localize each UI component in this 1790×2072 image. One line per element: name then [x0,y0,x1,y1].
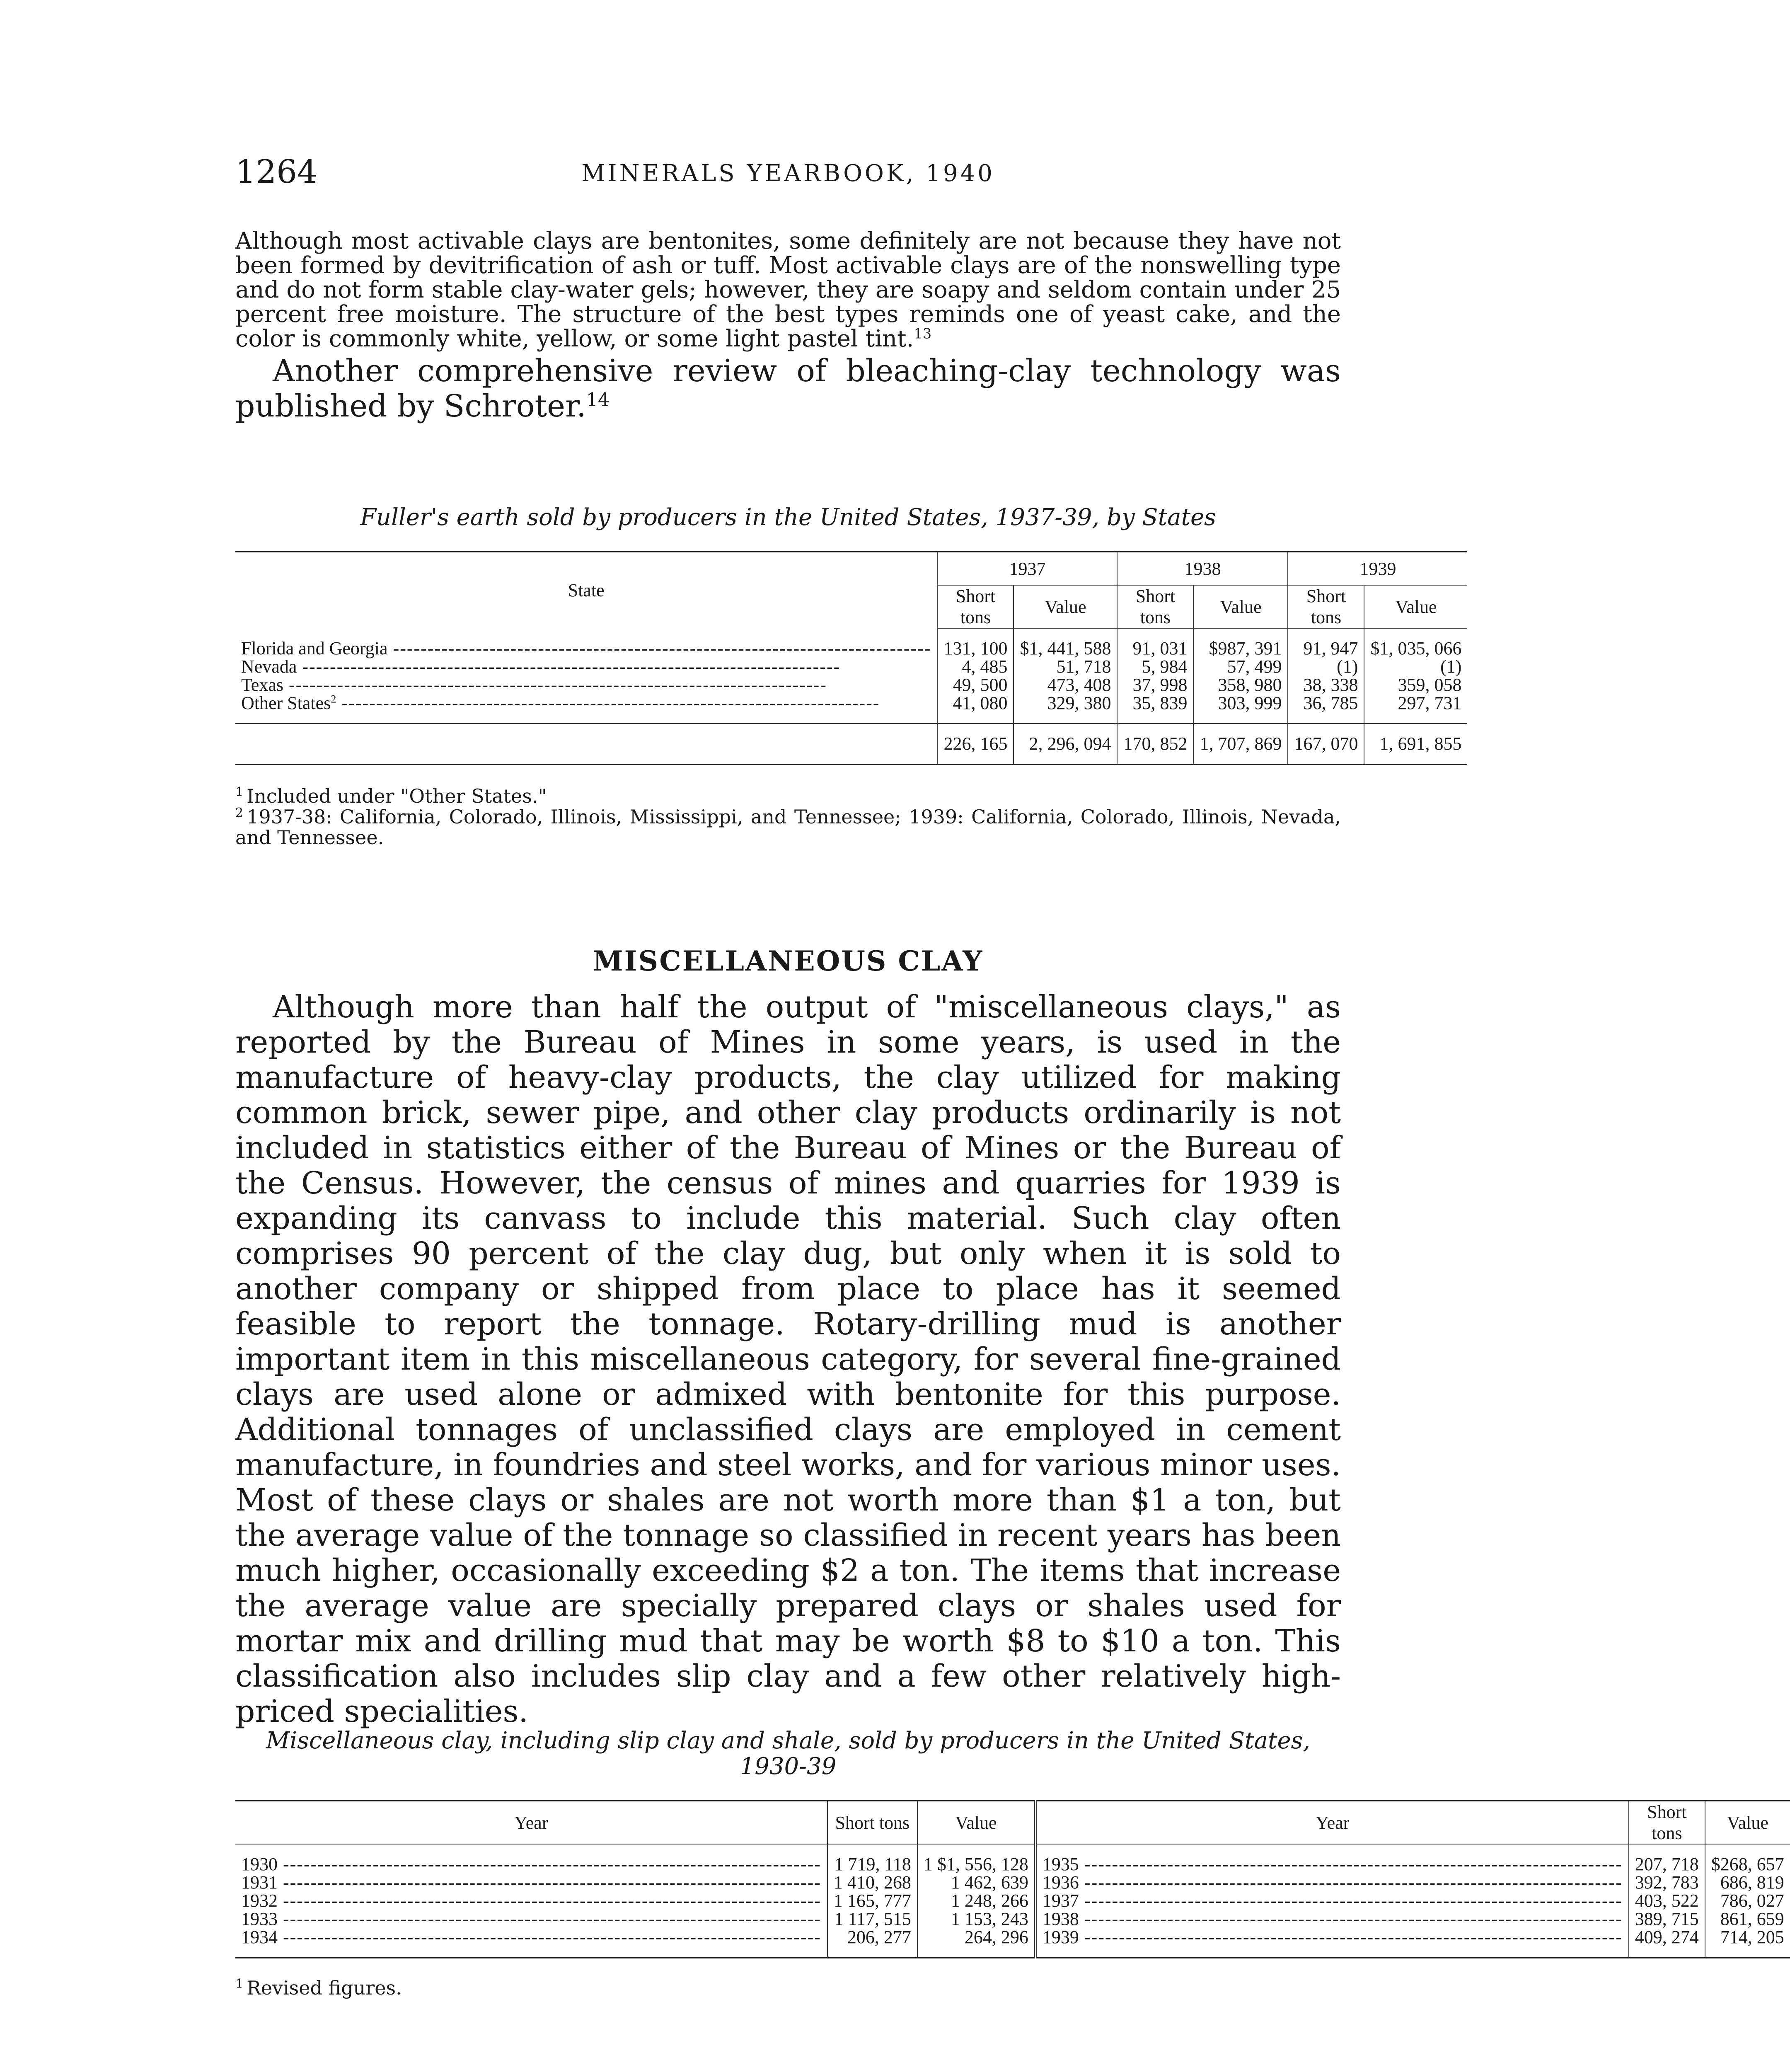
year-header: Year [235,1801,827,1844]
cell-value: 409, 274 [1629,1928,1705,1958]
cell-value: 686, 819 [1705,1874,1790,1892]
cell-value: 57, 499 [1193,658,1288,676]
footnote: $^1$ Included under "Other States." [235,784,547,807]
total-value: 170, 852 [1117,724,1193,765]
table1-footnotes [235,786,1341,848]
value-header: Value [1364,585,1467,628]
state-name: Nevada ----- [235,658,937,676]
year-header-1937: 1937 [937,552,1117,586]
state-name: Texas ----- [235,676,937,694]
state-name: Florida and Georgia ----- [235,628,937,658]
page-number: 1264 [235,153,318,191]
cell-value: 36, 785 [1288,694,1364,724]
year-cell: 1935 ----- [1035,1844,1629,1874]
cell-value: 1 165, 777 [827,1892,917,1910]
short-tons-header: Short tons [937,585,1014,628]
table-row [235,1874,1790,1892]
review-paragraph: Another comprehensive review of bleaching-clay technology was published by Schroter.$^{14}$ [235,353,1341,424]
table-row [235,1844,1790,1874]
section-heading: MISCELLANEOUS CLAY [593,945,984,977]
cell-value: 5, 984 [1117,658,1193,676]
short-tons-header: Short tons [1629,1801,1705,1844]
cell-value: 1 719, 118 [827,1844,917,1874]
fullers-earth-table [235,551,1467,769]
year-header: Year [1035,1801,1629,1844]
cell-value: 1 117, 515 [827,1910,917,1928]
value-header: Value [917,1801,1035,1844]
footnote-ref-14: 14 [586,389,610,411]
cell-value: 1 462, 639 [917,1874,1035,1892]
value-header: Value [1014,585,1117,628]
year-cell: 1936 ----- [1035,1874,1629,1892]
year-cell: 1938 ----- [1035,1910,1629,1928]
short-tons-header: Short tons [1117,585,1193,628]
footnote: $^2$ 1937-38: California, Colorado, Illinois, Mississippi, and Tennessee; 1939: California, Colorado, Illinois, Nevada, and Tennessee. [235,805,1341,849]
cell-value: 49, 500 [937,676,1014,694]
cell-value: 1 248, 266 [917,1892,1035,1910]
value-header: Value [1193,585,1288,628]
cell-value: 207, 718 [1629,1844,1705,1874]
table1-caption: Fuller's earth sold by producers in the United States, 1937-39, by States [360,504,1216,531]
cell-value: 297, 731 [1364,694,1467,724]
cell-value: 403, 522 [1629,1892,1705,1910]
year-cell: 1931 ----- [235,1874,827,1892]
total-value: 226, 165 [937,724,1014,765]
cell-value: 38, 338 [1288,676,1364,694]
year-header-1939: 1939 [1288,552,1467,586]
cell-value: 1 410, 268 [827,1874,917,1892]
total-value: 1, 707, 869 [1193,724,1288,765]
cell-value: 473, 408 [1014,676,1117,694]
value-header: Value [1705,1801,1790,1844]
cell-value: 861, 659 [1705,1910,1790,1928]
cell-value: 37, 998 [1117,676,1193,694]
year-cell: 1937 ----- [1035,1892,1629,1910]
section-paragraph: Although more than half the output of "miscellaneous clays," as reported by the Bureau of Mines in some years, is used in the manufacture of heavy-clay products, the clay utilized for making common brick, sewer pipe, and other clay products ordinarily is not included in statistics either of the Bureau of Mines or the Bureau of the Census. However, the census of mines and quarries for 1939 is expanding its canvass to include this material. Such clay often comprises 90 percent of the clay dug, but only when it is sold to another company or shipped from place to place has it seemed feasible to report the tonnage. Rotary-drilling mud is another important item in this miscellaneous category, for several fine-grained clays are used alone or admixed with bentonite for this purpose. Additional tonnages of unclassified clays are employed in cement manufacture, in foundries and steel works, and for various minor uses. Most of these clays or shales are not worth more than $1 a ton, but the average value of the tonnage so classified in recent years has been much higher, occasionally exceeding $2 a ton. The items that increase the average value are specially prepared clays or shales used for mortar mix and drilling mud that may be worth $8 to $10 a ton. This classification also includes slip clay and a few other relatively high-priced specialities. [235,989,1341,1729]
cell-value: 786, 027 [1705,1892,1790,1910]
table2-footnote: $^1$ Revised figures. [235,1976,402,1999]
cell-value: 4, 485 [937,658,1014,676]
year-cell: 1933 ----- [235,1910,827,1928]
intro-paragraph: Although most activable clays are bentonites, some definitely are not because they have not been formed by devitrification of ash or tuff. Most activable clays are of the nonswelling type and do not form stable clay-water gels; however, they are soapy and seldom contain under 25 percent free moisture. The structure of the best types reminds one of yeast cake, and the color is commonly white, yellow, or some light pastel tint.$^{13}$ [235,228,1341,352]
cell-value: 41, 080 [937,694,1014,724]
running-head [235,153,1341,199]
state-column-header: State [235,552,937,629]
table-row [235,658,1467,676]
cell-value: 714, 205 [1705,1928,1790,1958]
cell-value: 303, 999 [1193,694,1288,724]
cell-value: $1, 035, 066 [1364,628,1467,658]
cell-value: 389, 715 [1629,1910,1705,1928]
cell-value: 329, 380 [1014,694,1117,724]
cell-value: 1 153, 243 [917,1910,1035,1928]
state-name: Other States$^2$ ----- [235,694,937,724]
table-row [235,694,1467,724]
table-row [235,1910,1790,1928]
cell-value: $1, 441, 588 [1014,628,1117,658]
year-header-1938: 1938 [1117,552,1288,586]
total-value: 167, 070 [1288,724,1364,765]
total-value: 2, 296, 094 [1014,724,1117,765]
short-tons-header: Short tons [1288,585,1364,628]
cell-value: 1 $1, 556, 128 [917,1844,1035,1874]
cell-value: 359, 058 [1364,676,1467,694]
cell-value: $268, 657 [1705,1844,1790,1874]
footnote-ref-13: 13 [914,325,932,342]
cell-value: 131, 100 [937,628,1014,658]
year-cell: 1939 ----- [1035,1928,1629,1958]
intro-section [235,229,1341,424]
table2-caption: Miscellaneous clay, including slip clay and shale, sold by producers in the United States, 1930-39 [266,1727,1311,1780]
cell-value: 392, 783 [1629,1874,1705,1892]
cell-value: $987, 391 [1193,628,1288,658]
year-cell: 1934 ----- [235,1928,827,1958]
cell-value: 51, 718 [1014,658,1117,676]
cell-value: 35, 839 [1117,694,1193,724]
total-value: 1, 691, 855 [1364,724,1467,765]
misc-clay-table-section [235,1727,1784,1999]
cell-value: 91, 947 [1288,628,1364,658]
misc-clay-table [235,1800,1790,1963]
short-tons-header: Short tons [827,1801,917,1844]
total-row [235,724,1467,765]
table-row [235,676,1467,694]
year-cell: 1932 ----- [235,1892,827,1910]
table-row [235,1892,1790,1910]
cell-value: 206, 277 [827,1928,917,1958]
cell-value: (1) [1288,658,1364,676]
miscellaneous-clay-section [235,945,1341,1729]
cell-value: 91, 031 [1117,628,1193,658]
table-row [235,1928,1790,1958]
running-title: MINERALS YEARBOOK, 1940 [581,160,995,187]
table-row [235,628,1467,658]
cell-value: (1) [1364,658,1467,676]
cell-value: 264, 296 [917,1928,1035,1958]
fullers-earth-table-section [235,504,1462,849]
year-cell: 1930 ----- [235,1844,827,1874]
cell-value: 358, 980 [1193,676,1288,694]
